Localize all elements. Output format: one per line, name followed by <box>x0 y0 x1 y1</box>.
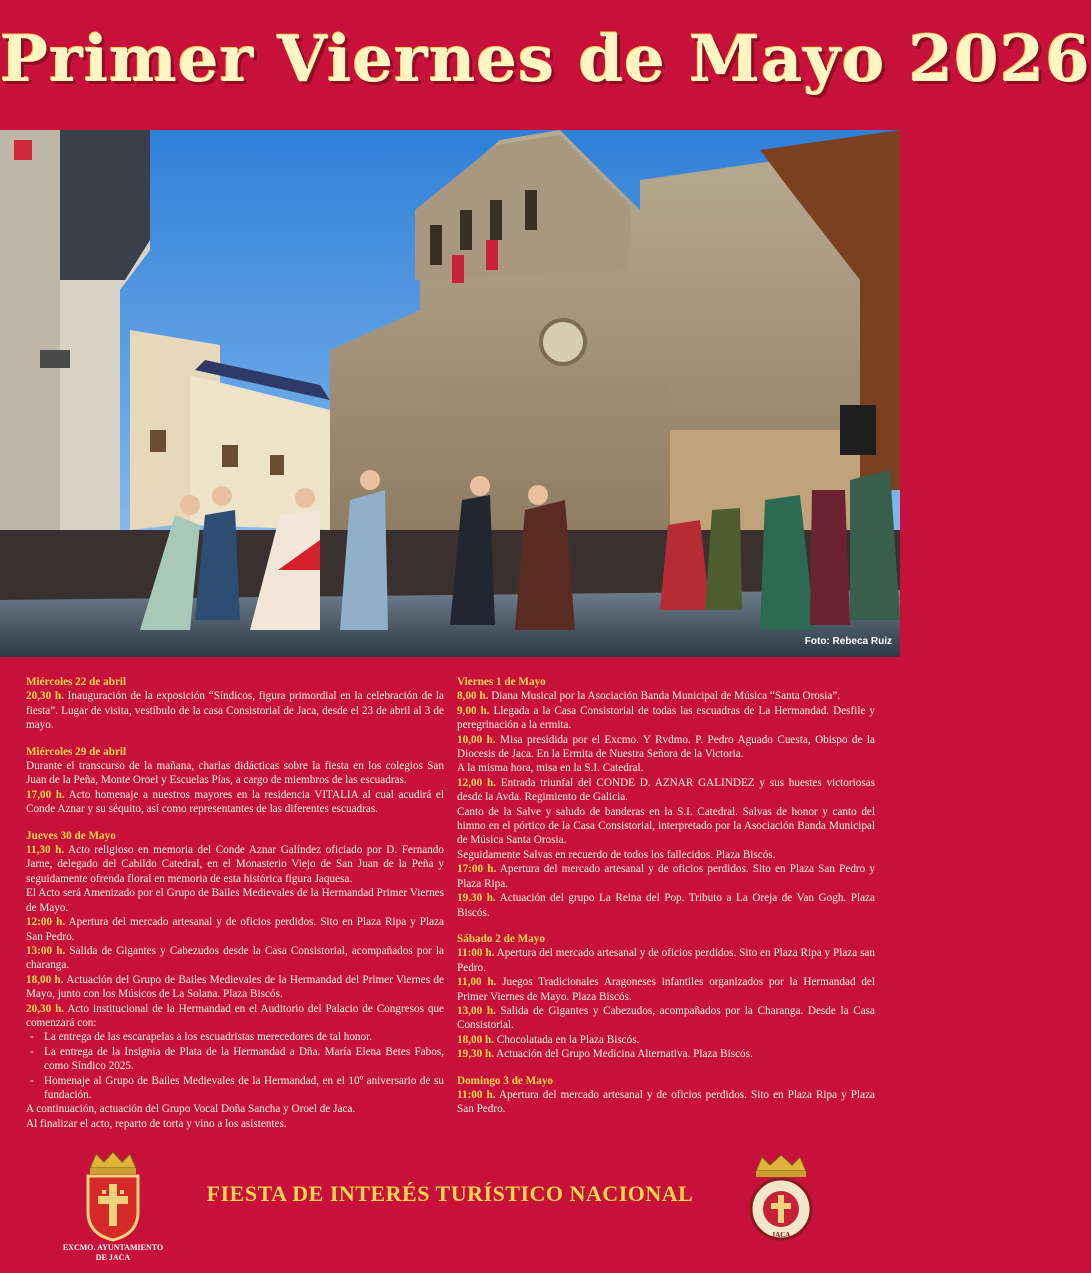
event-item <box>457 946 875 975</box>
event-text: Apertura del mercado artesanal y de oficios perdidos. Sito en Plaza Ripa y Plaza San Pedro. <box>457 1088 875 1116</box>
day-heading: Sábado 2 de Mayo <box>457 932 545 945</box>
event-time: 10,00 h. <box>457 733 496 746</box>
event-note: Al finalizar el acto, reparto de torta y vino a los asistentes. <box>26 1117 287 1130</box>
event-item <box>457 776 875 805</box>
event-item <box>457 689 875 703</box>
ceremony-list <box>26 1030 444 1102</box>
event-text: Actuación del Grupo de Bailes Medievales de la Hermandad del Primer Viernes de Mayo, junto con los Músicos de La Solana. Plaza Biscós. <box>26 973 444 1001</box>
event-item <box>457 1004 875 1033</box>
event-item <box>457 704 875 733</box>
event-time: 17,00 h. <box>26 788 65 801</box>
poster-title: Primer Viernes de Mayo 2026 <box>0 22 1091 97</box>
event-note: A la misma hora, misa en la S.I. Catedral. <box>457 762 644 775</box>
hermandad-seal-icon <box>748 1151 814 1243</box>
festival-tagline: FIESTA DE INTERÉS TURÍSTICO NACIONAL <box>206 1181 694 1206</box>
event-item <box>457 975 875 1004</box>
day-section <box>457 932 875 1062</box>
event-item <box>457 1047 875 1061</box>
jaca-crest-icon <box>80 1150 146 1242</box>
event-item <box>457 891 875 920</box>
event-note: Durante el transcurso de la mañana, charlas didácticas sobre la fiesta en los colegios San Juan de la Peña, Monte Oroel y Escuelas Pías, a cargo de miembros de las escuadras. <box>26 760 444 787</box>
event-item <box>26 788 444 817</box>
event-time: 18,00 h. <box>26 973 64 986</box>
event-time: 11:00 h. <box>457 1088 496 1101</box>
program-left-column <box>26 675 444 1143</box>
event-text: Salida de Gigantes y Cabezudos, acompañados por la Charanga. Desde la Casa Consistorial. <box>457 1004 875 1032</box>
list-item: - La entrega de las escarapelas a los escuadristas merecedores de tal honor. <box>44 1030 444 1044</box>
event-time: 20,30 h. <box>26 1002 65 1015</box>
event-time: 20,30 h. <box>26 690 64 703</box>
event-note: Seguidamente Salvas en recuerdo de todos los fallecidos. Plaza Biscós. <box>457 848 776 861</box>
event-text: Acto institucional de la Hermandad en el Auditorio del Palacio de Congresos que comenzará con: <box>26 1002 444 1029</box>
event-time: 19,30 h. <box>457 1048 494 1061</box>
event-item <box>26 843 444 886</box>
event-time: 13:00 h. <box>26 944 66 957</box>
event-time: 11,00 h. <box>457 976 497 989</box>
day-section <box>26 675 444 733</box>
list-item: - La entrega de la Insignia de Plata de la Hermandad a Dña. María Elena Betes Fabos, como Síndico 2025. <box>44 1045 444 1074</box>
event-text: Actuación del grupo La Reina del Pop. Tributo a La Oreja de Van Gogh. Plaza Biscós. <box>457 892 875 919</box>
cathedral-dance-illustration <box>0 130 900 657</box>
event-time: 9,00 h. <box>457 704 490 717</box>
crest-caption <box>50 1243 176 1263</box>
event-time: 12:00 h. <box>26 916 66 929</box>
event-time: 17:00 h. <box>457 863 497 876</box>
crest-caption-line: DE JACA <box>95 1253 131 1262</box>
event-item <box>457 733 875 762</box>
seal-text: JACA <box>771 1231 791 1239</box>
event-time: 11,30 h. <box>26 844 65 857</box>
day-heading: Viernes 1 de Mayo <box>457 676 546 688</box>
event-time: 13,00 h. <box>457 1004 496 1017</box>
day-heading: Miércoles 22 de abril <box>26 676 127 688</box>
event-time: 18,00 h. <box>457 1033 494 1046</box>
event-item <box>26 689 444 732</box>
festival-photo <box>0 130 900 657</box>
event-text: Juegos Tradicionales Aragoneses infantiles organizados por la Hermandad del Primer Viernes de Mayo. Plaza Biscós. <box>457 976 875 1003</box>
crest-caption-line: EXCMO. AYUNTAMIENTO <box>62 1243 164 1252</box>
day-heading: Miércoles 29 de abril <box>26 745 127 758</box>
day-section <box>457 675 875 920</box>
event-item <box>26 915 444 944</box>
event-text: Inauguración de la exposición “Síndicos, figura primordial en la celebración de la fiesta”. Lugar de visita, vestíbulo de la casa Consistorial de Jaca, desde el 23 de abril al 3 de mayo. <box>26 690 444 732</box>
event-item <box>457 862 875 891</box>
event-text: Apertura del mercado artesanal y de oficios perdidos. Sito en Plaza Ripa y Plaza San Pedro. <box>26 916 445 943</box>
event-time: 8,00 h. <box>457 690 489 703</box>
photo-credit: Foto: Rebeca Ruiz <box>804 636 892 647</box>
event-text: Chocolatada en la Plaza Biscós. <box>494 1033 640 1046</box>
event-text: Diana Musical por la Asociación Banda Municipal de Música “Santa Orosia”. <box>488 690 841 703</box>
event-text: Llegada a la Casa Consistorial de todas las escuadras de La Hermandad. Desfile y peregrinación a la ermita. <box>457 704 875 732</box>
event-text: Salida de Gigantes y Cabezudos desde la Casa Consistorial, acompañados por la charanga. <box>26 944 444 972</box>
program-right-column <box>457 675 875 1129</box>
day-heading: Jueves 30 de Mayo <box>26 829 116 842</box>
event-text: Acto homenaje a nuestros mayores en la residencia VITALIA al cual acudirá el Conde Aznar y su séquito, así como representantes de las diferentes escuadras. <box>26 788 444 816</box>
day-section <box>26 829 444 1132</box>
event-time: 12,00 h. <box>457 776 496 789</box>
event-time: 19.30 h. <box>457 892 496 905</box>
event-item <box>26 973 444 1002</box>
event-text: Misa presidida por el Excmo. Y Rvdmo. P. Pedro Aguado Cuesta, Obispo de la Diocesis de Jaca. En la Ermita de Nuestra Señora de la Victoria. <box>457 733 875 761</box>
event-text: Entrada triunfal del CONDE D. AZNAR GALINDEZ y sus huestes victoriosas desde la Avda. Regimiento de Galicia. <box>457 776 875 804</box>
event-item <box>457 1088 875 1117</box>
day-heading: Domingo 3 de Mayo <box>457 1074 554 1087</box>
event-item <box>26 944 444 973</box>
event-text: Apertura del mercado artesanal y de oficios perdidos. Sito en Plaza Ripa y Plaza san Pedro. <box>457 947 875 974</box>
day-section <box>457 1074 875 1117</box>
event-text: Apertura del mercado artesanal y de oficios perdidos. Sito en Plaza San Pedro y Plaza Ripa. <box>457 863 875 890</box>
event-note: A continuación, actuación del Grupo Vocal Doña Sancha y Oroel de Jaca. <box>26 1103 356 1116</box>
list-item: - Homenaje al Grupo de Bailes Medievales de la Hermandad, en el 10º aniversario de su fundación. <box>44 1074 444 1103</box>
event-note: Canto de la Salve y saludo de banderas en la S.I. Catedral. Salvas de honor y canto del himno en el pórtico de la Casa Consistorial, interpretado por la Asociación Banda Municipal de Música Santa Orosia. <box>457 805 875 847</box>
event-item <box>26 1002 444 1031</box>
event-text: Actuación del Grupo Medicina Alternativa. Plaza Biscós. <box>494 1048 753 1061</box>
event-time: 11:00 h. <box>457 947 495 960</box>
day-section <box>26 745 444 817</box>
event-text: Acto religioso en memoria del Conde Aznar Galíndez oficiado por D. Fernando Jarne, delegado del Cabildo Catedral, en el Monasterio Viejo de San Juan de la Peña y seguidamente ofrenda floral en memoria de esta histórica figura Jaquesa. <box>26 844 444 885</box>
event-item <box>457 1033 875 1047</box>
event-note: El Acto será Amenizado por el Grupo de Bailes Medievales de la Hermandad Primer Viernes de Mayo. <box>26 887 444 914</box>
